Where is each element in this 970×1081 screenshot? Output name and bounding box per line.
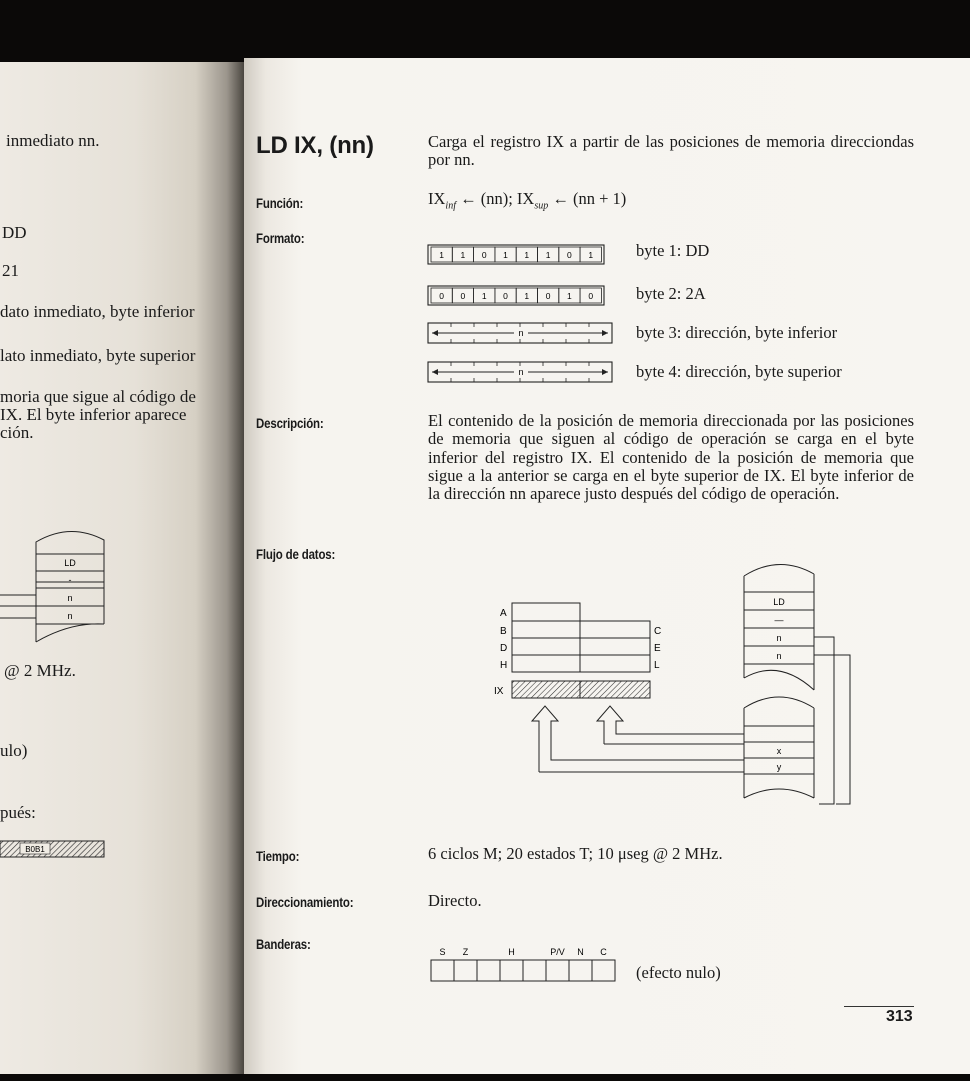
tiempo-text: 6 ciclos M; 20 estados T; 10 μseg @ 2 MHz.: [428, 844, 723, 863]
mem-bottom-label: y: [776, 762, 782, 772]
intro-text: Carga el registro IX a partir de las posiciones de memoria direcciondas por nn.: [428, 132, 914, 169]
bit-value: 1: [588, 250, 594, 260]
left-mem-label: n: [67, 593, 73, 603]
left-page: [0, 62, 244, 1074]
banderas-note: (efecto nulo): [636, 963, 721, 982]
field-n-label: n: [518, 328, 524, 338]
flag-label: Z: [462, 947, 469, 957]
reg-label-ix: IX: [494, 686, 504, 697]
formula-part: ← (nn + 1): [548, 189, 627, 208]
reg-label-h: H: [500, 660, 508, 671]
reg-label-a: A: [500, 608, 507, 619]
byte-label-4: byte 4: dirección, byte superior: [636, 362, 842, 381]
reg-label-e: E: [654, 643, 661, 654]
reg-label-l: L: [654, 660, 660, 671]
bit-value: 1: [567, 291, 572, 301]
flag-cell: [546, 960, 569, 981]
bit-value: 1: [503, 250, 508, 260]
flag-label: H: [508, 947, 515, 957]
mem-bottom-label: x: [776, 746, 782, 756]
formula-sub: sup: [534, 200, 549, 212]
left-mem-label: -: [68, 575, 72, 585]
bit-value: 1: [524, 250, 530, 260]
byte-label-1: byte 1: DD: [636, 241, 710, 260]
mem-top-label: LD: [773, 597, 785, 607]
left-text-line: 21: [2, 261, 19, 280]
bit-value: 0: [460, 291, 466, 301]
left-memory-diagram: [0, 522, 110, 647]
formula-part: ← (nn); IX: [455, 189, 535, 208]
left-text-line: ción.: [0, 423, 34, 442]
left-text-line: DD: [2, 223, 27, 242]
bit-value: 0: [481, 250, 487, 260]
label-banderas: Banderas:: [256, 936, 311, 952]
label-funcion: Función:: [256, 195, 304, 211]
flag-cell: [592, 960, 615, 981]
field-n-row-1: [428, 323, 612, 343]
descripcion-text: El contenido de la posición de memoria direccionada por las posiciones de memoria que siguen al código de operación se carga en el byte inferior del registro IX. El contenido de la posición de memoria que sigue a la anterior se carga en el byte superior de IX. El byte inferior de la dirección nn aparece justo después del código de operación.: [428, 411, 914, 504]
bit-value: 0: [588, 291, 594, 301]
page-rule: [844, 1006, 914, 1007]
bit-value: 1: [481, 291, 487, 301]
reg-label-d: D: [500, 643, 508, 654]
flag-label: P/V: [550, 947, 565, 957]
flag-cell: [500, 960, 523, 981]
bit-value: 0: [567, 250, 572, 260]
bit-value: 1: [545, 250, 551, 260]
left-text-line: inmediato nn.: [6, 131, 100, 150]
format-boxes: [424, 240, 624, 390]
left-register-value: B0B1: [25, 845, 45, 854]
left-text-line: @ 2 MHz.: [4, 661, 76, 680]
label-direccionamiento: Direccionamiento:: [256, 894, 354, 910]
label-tiempo: Tiempo:: [256, 848, 300, 864]
label-formato: Formato:: [256, 230, 305, 246]
left-text-line: lato inmediato, byte superior: [0, 346, 196, 365]
flag-cell: [454, 960, 477, 981]
field-n-row-2: [428, 362, 612, 382]
bit-value: 0: [503, 291, 508, 301]
left-mem-label: n: [67, 611, 73, 621]
byte-label-2: byte 2: 2A: [636, 284, 706, 303]
left-text-line: pués:: [0, 803, 36, 822]
reg-label-c: C: [654, 626, 662, 637]
flag-cell: [431, 960, 454, 981]
label-flujo: Flujo de datos:: [256, 546, 336, 562]
bit-value: 0: [439, 291, 444, 301]
reg-label-b: B: [500, 626, 507, 637]
bit-value: 0: [545, 291, 551, 301]
bit-value: 1: [524, 291, 530, 301]
left-text-line: moria que sigue al código de: [0, 387, 196, 406]
left-text-line: dato inmediato, byte inferior: [0, 302, 195, 321]
left-register-bar: [0, 838, 106, 860]
label-descripcion: Descripción:: [256, 415, 324, 431]
funcion-formula: [428, 190, 626, 215]
flag-label: C: [600, 947, 607, 957]
field-n-label: n: [518, 367, 524, 377]
left-mem-label: LD: [64, 558, 76, 568]
formula-sub: inf: [445, 200, 456, 212]
bit-value: 1: [439, 250, 444, 260]
left-text-line: ulo): [0, 741, 28, 760]
direccionamiento-text: Directo.: [428, 891, 482, 910]
mem-top-label: n: [776, 633, 782, 643]
flag-label: N: [577, 947, 584, 957]
flag-cell: [569, 960, 592, 981]
flag-cell: [523, 960, 546, 981]
bit-value: 1: [460, 250, 466, 260]
byte-label-3: byte 3: dirección, byte inferior: [636, 323, 838, 342]
mem-top-label: n: [776, 651, 782, 661]
left-text-line: IX. El byte inferior aparece: [0, 405, 187, 424]
data-flow-diagram: [484, 558, 864, 808]
page-number: 313: [886, 1008, 913, 1025]
right-page: [244, 58, 970, 1074]
flag-label: S: [439, 947, 446, 957]
mem-top-label: —: [774, 615, 784, 625]
flag-cell: [477, 960, 500, 981]
formula-part: IX: [428, 189, 446, 208]
page-title: LD IX, (nn): [256, 132, 374, 159]
flags-register: [430, 943, 620, 988]
